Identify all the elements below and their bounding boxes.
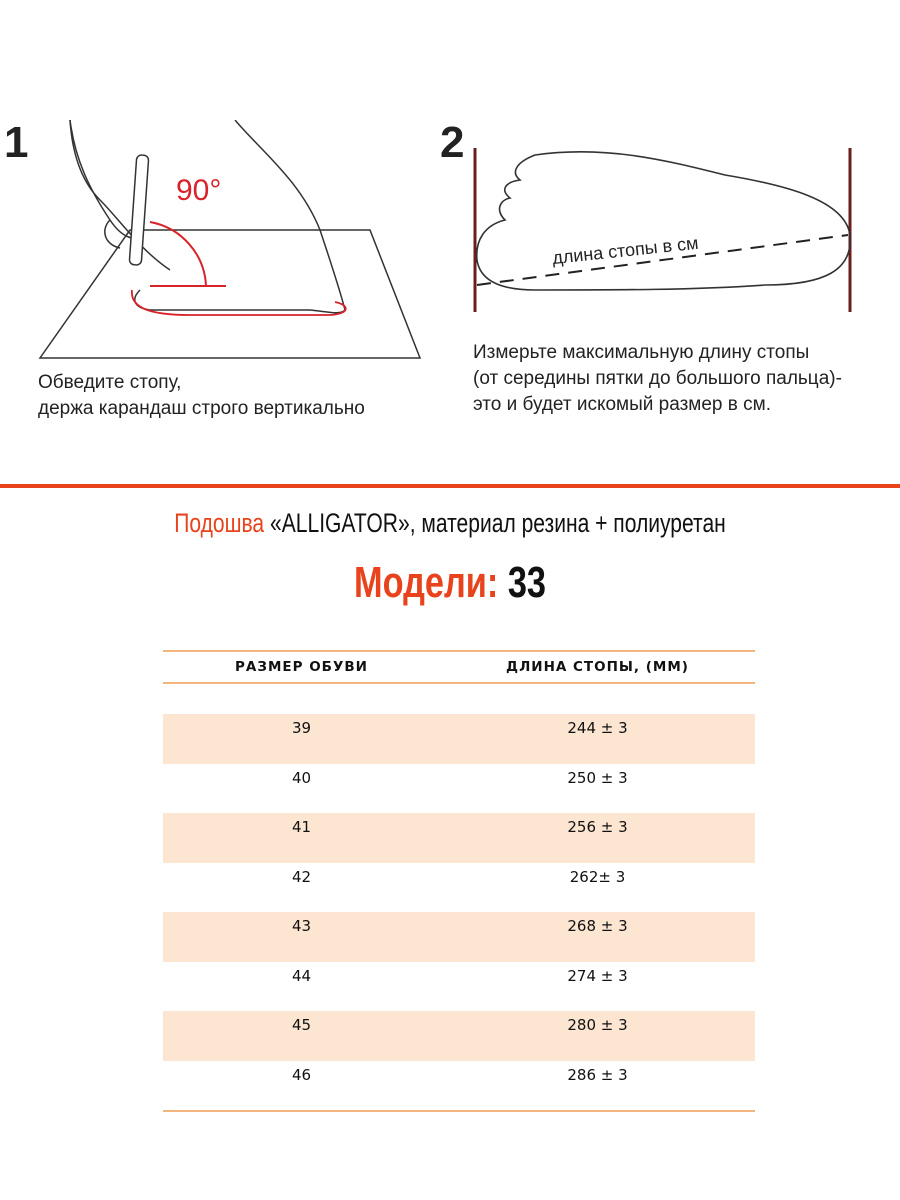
angle-label: 90°	[176, 174, 222, 207]
pencil-icon	[129, 155, 149, 266]
hand-outline	[70, 120, 140, 248]
size-cell: 42	[291, 867, 312, 886]
foot-outline	[70, 120, 345, 313]
foot-tracing-illustration	[30, 120, 450, 365]
length-cell: 280 ± 3	[440, 1011, 755, 1061]
step-1-caption: Обведите стопу, держа карандаш строго вертикально	[38, 372, 365, 419]
step-2-number: 2	[440, 118, 465, 167]
step-2-caption: Измерьте максимальную длину стопы (от середины пятки до большого пальца)- это и будет искомый размер в см.	[473, 342, 842, 415]
step-1-number: 1	[4, 118, 29, 167]
size-cell: 39	[163, 714, 440, 764]
length-cell: 256 ± 3	[440, 813, 755, 863]
length-cell: 262± 3	[569, 867, 626, 886]
table-row	[163, 813, 755, 863]
length-cell: 250 ± 3	[567, 768, 628, 787]
size-cell: 41	[163, 813, 440, 863]
angle-arc	[150, 222, 206, 286]
size-cell: 43	[163, 912, 440, 962]
table-row	[163, 1061, 755, 1112]
size-cell: 46	[163, 1061, 440, 1112]
sole-text: «ALLIGATOR», материал резина + полиуретан	[270, 508, 726, 538]
table-row	[163, 912, 755, 962]
header-size: РАЗМЕР ОБУВИ	[163, 651, 440, 683]
size-cell: 44	[291, 966, 312, 985]
length-cell: 268 ± 3	[440, 912, 755, 962]
length-cell: 274 ± 3	[567, 966, 628, 985]
table-row	[163, 1011, 755, 1061]
table-header-row	[163, 651, 755, 683]
models-label: Модели:	[353, 558, 499, 607]
header-length: ДЛИНА СТОПЫ, (ММ)	[440, 651, 755, 683]
length-cell: 244 ± 3	[440, 714, 755, 764]
table-row	[163, 714, 755, 764]
sole-label: Подошва	[174, 508, 265, 538]
length-label: длина стопы в см	[551, 232, 700, 268]
models-value: 33	[507, 558, 547, 607]
size-cell: 45	[163, 1011, 440, 1061]
section-divider	[0, 484, 900, 488]
models-headline	[99, 558, 801, 608]
length-cell: 286 ± 3	[440, 1061, 755, 1112]
size-cell: 40	[291, 768, 312, 787]
size-table	[163, 650, 755, 1112]
foot-sole-outline	[477, 152, 850, 290]
table-row	[163, 863, 755, 913]
traced-outline	[132, 290, 346, 315]
table-row	[163, 962, 755, 1012]
foot-length-illustration	[465, 140, 860, 320]
sole-headline	[99, 508, 801, 539]
paper-sheet	[40, 230, 420, 358]
table-row	[163, 764, 755, 814]
